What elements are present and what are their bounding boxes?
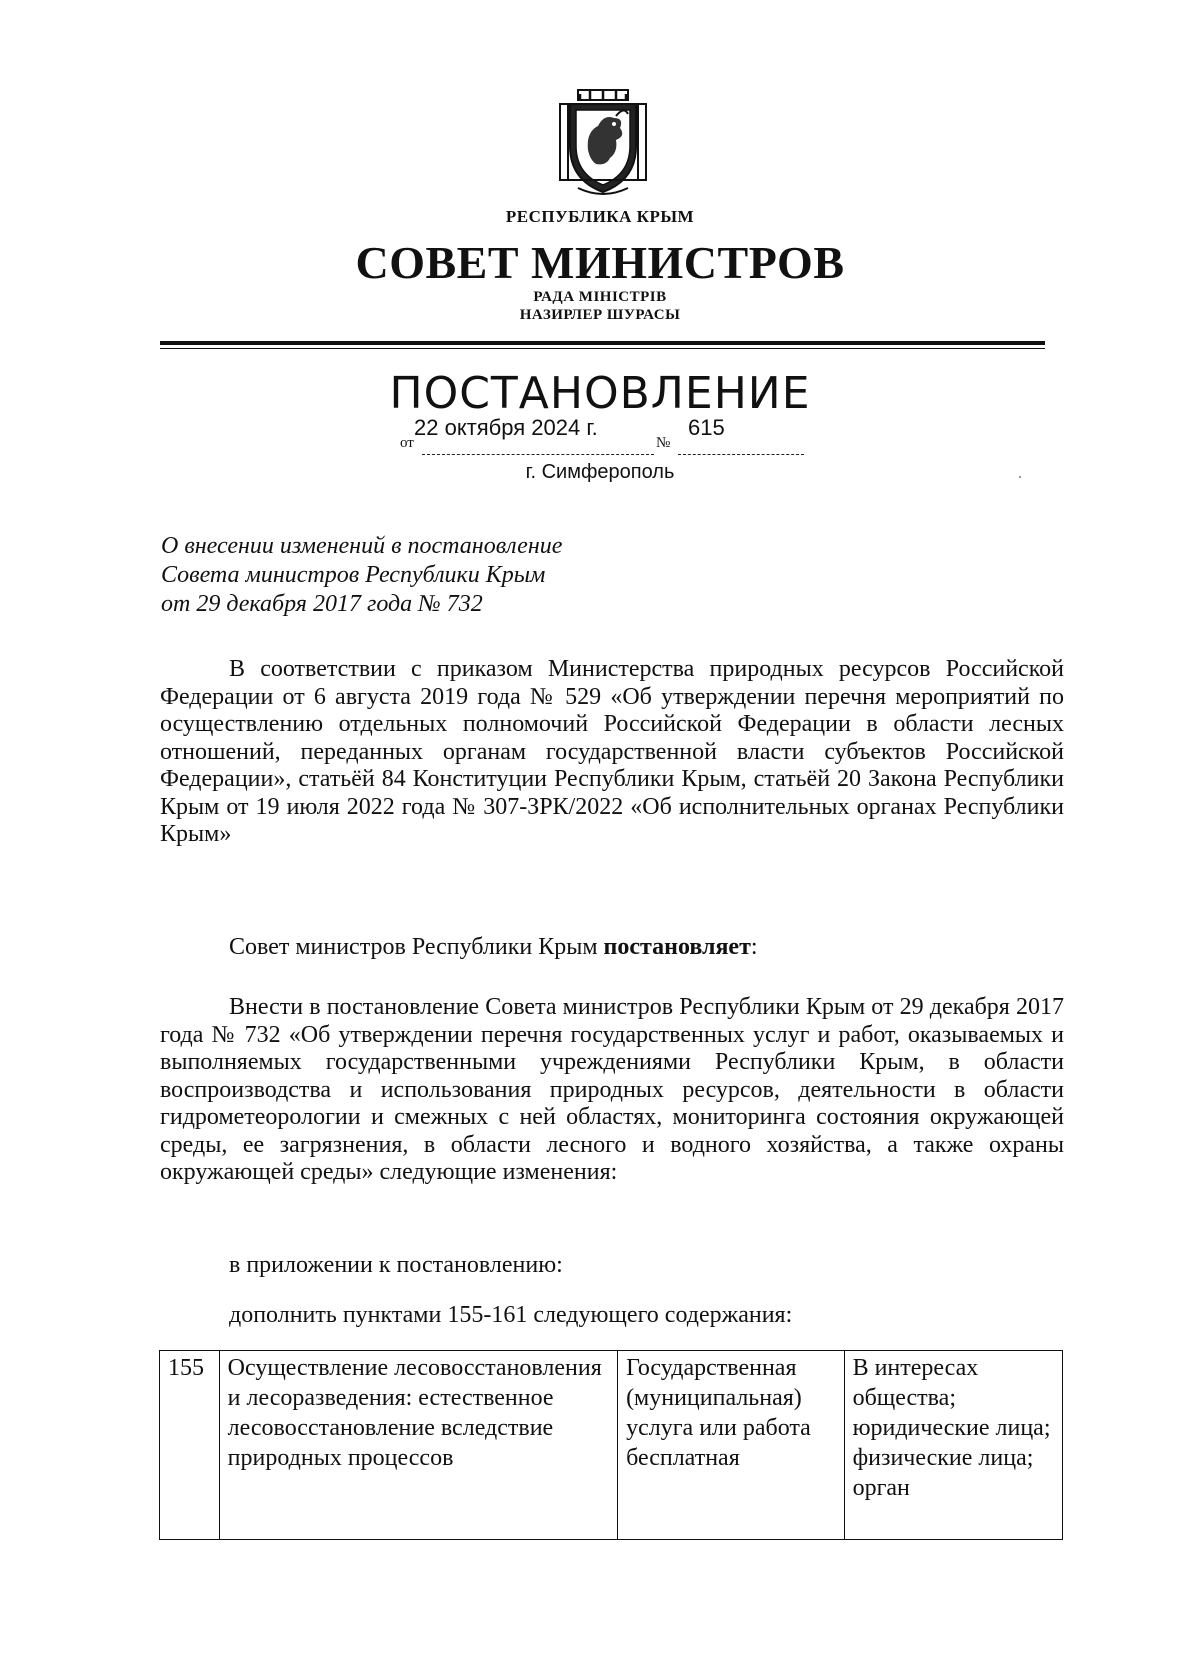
item-number-cell: 155 [160,1351,220,1540]
table-row [160,1351,1063,1540]
document-type-title: ПОСТАНОВЛЕНИЕ [389,368,811,419]
city-name: г. Симферополь [525,461,675,483]
council-name-translations [0,288,1200,324]
amendment-paragraph: Внести в постановление Совета министров Республики Крым от 29 декабря 2017 года № 732 «Об утверждении перечня государственных услуг и работ, оказываемых и выполняемых государственными учреждениями Республики Крым, в области воспроизводства и использования природных ресурсов, деятельности в области гидрометеорологии и смежных с ней областях, мониторинга состояния окружающей среды, ее загрязнения, в области лесного и водного хозяйства, а также охраны окружающей среды» следующие изменения: [160,994,1064,1185]
council-name: СОВЕТ МИНИСТРОВ [355,237,845,288]
resolves-keyword: постановляет [603,934,751,960]
date-number-line [400,415,820,457]
republic-name: РЕСПУБЛИКА КРЫМ [505,207,695,226]
resolves-suffix: : [750,934,758,960]
crimea-coat-of-arms-emblem [556,88,650,198]
supplement-paragraph: дополнить пунктами 155-161 следующего содержания: [229,1302,793,1328]
decree-date: 22 октября 2024 г. [414,415,598,440]
header-divider-thin [160,348,1045,349]
council-name-ukrainian: РАДА МІНІСТРІВ [533,289,667,305]
date-label: от [400,435,414,451]
preamble-paragraph: В соответствии с приказом Министерства природных ресурсов Российской Федерации от 6 августа 2019 года № 529 «Об утверждении перечня мероприятий по осуществлению отдельных полномочий Российской Федерации в области лесных отношений, переданных органам государственной власти субъектов Российской Федерации», статьёй 84 Конституции Республики Крым, статьёй 20 Закона Республики Крым от 19 июля 2022 года № 307-ЗРК/2022 «Об исполнительных органах Республики Крым» [160,656,1064,847]
item-consumers-cell: В интересах общества; юридические лица; физические лица; орган [844,1351,1062,1540]
inserted-items-table [159,1350,1063,1540]
item-name-cell: Осуществление лесовосстановления и лесоразведения: естественное лесовосстановление вследствие природных процессов [219,1351,617,1540]
subject-line: О внесении изменений в постановление [161,533,563,559]
item-type-cell: Государственная (муниципальная) услуга или работа бесплатная [618,1351,845,1540]
resolves-prefix: Совет министров Республики Крым [229,934,604,960]
subject-line: Совета министров Республики Крым [161,562,546,588]
number-underline [678,454,804,455]
decree-number: 615 [688,415,725,440]
scan-speck [1019,476,1021,478]
subject-line: от 29 декабря 2017 года № 732 [161,591,483,617]
date-underline [422,454,654,455]
header-divider-thick [160,341,1045,345]
council-name-crimean-tatar: НАЗИРЛЕР ШУРАСЫ [519,307,681,323]
annex-paragraph: в приложении к постановлению: [229,1252,563,1278]
number-label: № [656,435,671,451]
resolves-paragraph [160,934,1064,962]
decree-subject [161,532,562,619]
